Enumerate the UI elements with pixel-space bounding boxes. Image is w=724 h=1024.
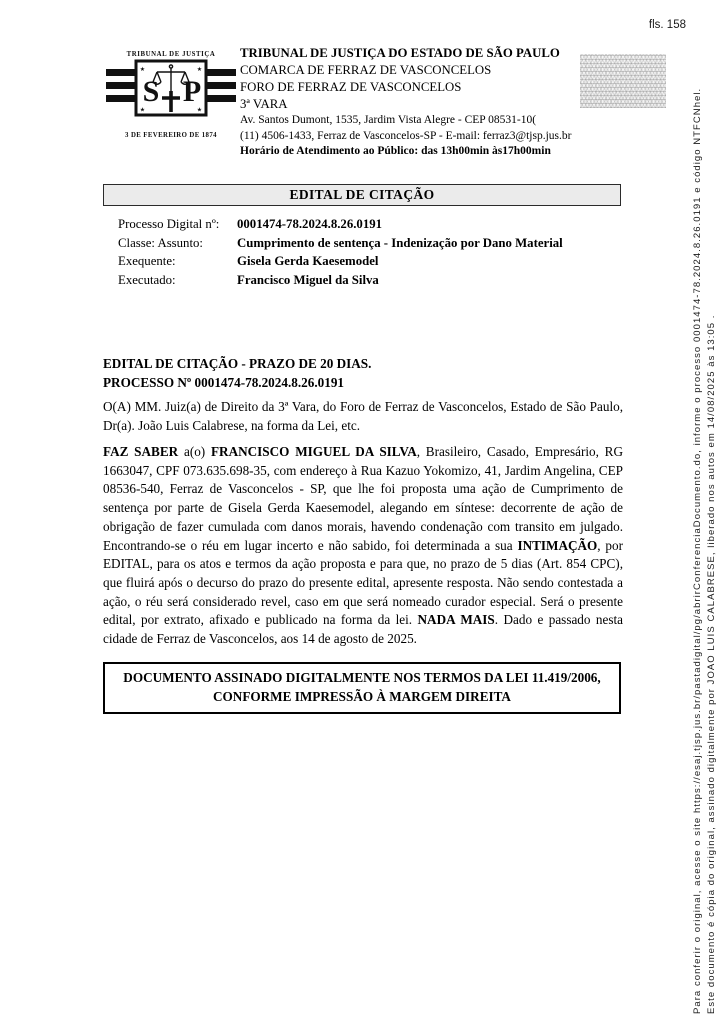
field-label: Classe: Assunto: <box>118 235 203 250</box>
tjsp-seal-logo <box>106 46 236 142</box>
margin-certification-line2: Para conferir o original, acesse o site https://esaj.tjsp.jus.br/pastadigital/pg/abrirConferenciaDocumento.do, informe o processo 0001474-78.2024.8.26.0191 e código NTFCNhel. <box>692 87 703 1014</box>
nada-mais-bold: NADA MAIS <box>417 612 495 628</box>
svg-text:★: ★ <box>139 67 146 73</box>
svg-text:★: ★ <box>139 107 146 114</box>
logo-top-text: TRIBUNAL DE JUSTIÇA <box>126 51 216 58</box>
svg-text:★: ★ <box>196 107 203 114</box>
edital-title-bar: EDITAL DE CITAÇÃO <box>103 184 621 206</box>
edital-heading-line1: EDITAL DE CITAÇÃO - PRAZO DE 20 DIAS. <box>103 356 372 371</box>
field-row-executado <box>118 271 621 290</box>
digital-signature-box <box>103 662 621 714</box>
svg-text:★: ★ <box>196 67 203 73</box>
edital-heading-line2: PROCESSO Nº 0001474-78.2024.8.26.0191 <box>103 375 345 390</box>
paragraph-text: , por EDITAL, para os atos e termos da ação proposta e para que, no prazo de 5 dias (Art. 854 CPC), que fluirá após o decurso do prazo do presente edital, apresente resposta. Não sendo contestada a ação, o réu será considerado revel, caso em que será nomeado curador especial. Será o presente edital, por extrato, afixado e publicado na forma da lei. <box>103 537 623 628</box>
service-hours-line: Horário de Atendimento ao Público: das 13h00min às17h00min <box>240 145 551 157</box>
address-line: Av. Santos Dumont, 1535, Jardim Vista Alegre - CEP 08531-10( <box>240 114 537 126</box>
foro-line: FORO DE FERRAZ DE VASCONCELOS <box>240 80 462 94</box>
process-fields <box>118 215 621 289</box>
court-name: TRIBUNAL DE JUSTIÇA DO ESTADO DE SÃO PAULO <box>240 46 560 60</box>
field-row-exequente <box>118 252 621 271</box>
faz-saber-bold: FAZ SABER <box>103 444 179 459</box>
main-paragraph <box>103 443 623 649</box>
logo-letter-p: P <box>182 75 202 108</box>
edital-heading <box>103 354 621 392</box>
field-value: 0001474-78.2024.8.26.0191 <box>237 217 383 231</box>
phone-email-line: (11) 4506-1433, Ferraz de Vasconcelos-SP - E-mail: ferraz3@tjsp.jus.br <box>240 129 572 142</box>
field-label: Processo Digital nº: <box>118 217 220 231</box>
validation-stamp <box>580 54 666 108</box>
paragraph-text: , Brasileiro, Casado, Empresário, RG 1663047, CPF 073.635.698-35, com endereço à Rua Kazuo Yokomizo, 41, Jardim Angelina, CEP 08536-540, Ferraz de Vasconcelos - SP, que lhe foi proposta uma ação de Cumprimento de sentença por parte de Gisela Gerda Kaesemodel, alegando em síntese: decorrente de ação de obrigação de fazer cumulada com danos morais, havendo condenação com transito em julgado. Encontrando-se o réu em lugar incerto e não sabido, foi determinada a sua <box>103 444 624 553</box>
field-label: Executado: <box>118 272 176 287</box>
comarca-line: COMARCA DE FERRAZ DE VASCONCELOS <box>240 63 492 77</box>
signature-box-line1: DOCUMENTO ASSINADO DIGITALMENTE NOS TERMOS DA LEI 11.419/2006, <box>123 670 601 685</box>
signature-box-line2: CONFORME IMPRESSÃO À MARGEM DIREITA <box>213 688 511 704</box>
paragraph-text: a(o) <box>178 444 211 459</box>
executed-name-bold: FRANCISCO MIGUEL DA SILVA <box>211 444 417 459</box>
intimacao-bold: INTIMAÇÃO <box>517 537 598 553</box>
folio-number: fls. 158 <box>648 19 686 31</box>
field-row-processo <box>118 215 621 234</box>
judge-paragraph: O(A) MM. Juiz(a) de Direito da 3ª Vara, do Foro de Ferraz de Vasconcelos, Estado de São Paulo, Dr(a). João Luis Calabrese, na forma da Lei, etc. <box>103 399 623 433</box>
logo-letter-s: S <box>142 75 160 108</box>
field-label: Exequente: <box>118 254 176 268</box>
field-row-classe <box>118 234 621 253</box>
margin-certification-line1: Este documento é cópia do original, assinado digitalmente por JOAO LUIS CALABRESE, liberado nos autos em 14/08/2025 às 13:05 . <box>706 314 717 1014</box>
logo-bottom-text: 3 DE FEVEREIRO DE 1874 <box>125 132 217 139</box>
field-value: Francisco Miguel da Silva <box>237 272 379 287</box>
vara-line: 3ª VARA <box>240 97 288 111</box>
field-value: Cumprimento de sentença - Indenização por Dano Material <box>237 235 563 250</box>
paragraph-text: . Dado e passado nesta cidade de Ferraz de Vasconcelos, aos 14 de agosto de 2025. <box>103 612 624 647</box>
field-value: Gisela Gerda Kaesemodel <box>237 254 379 268</box>
